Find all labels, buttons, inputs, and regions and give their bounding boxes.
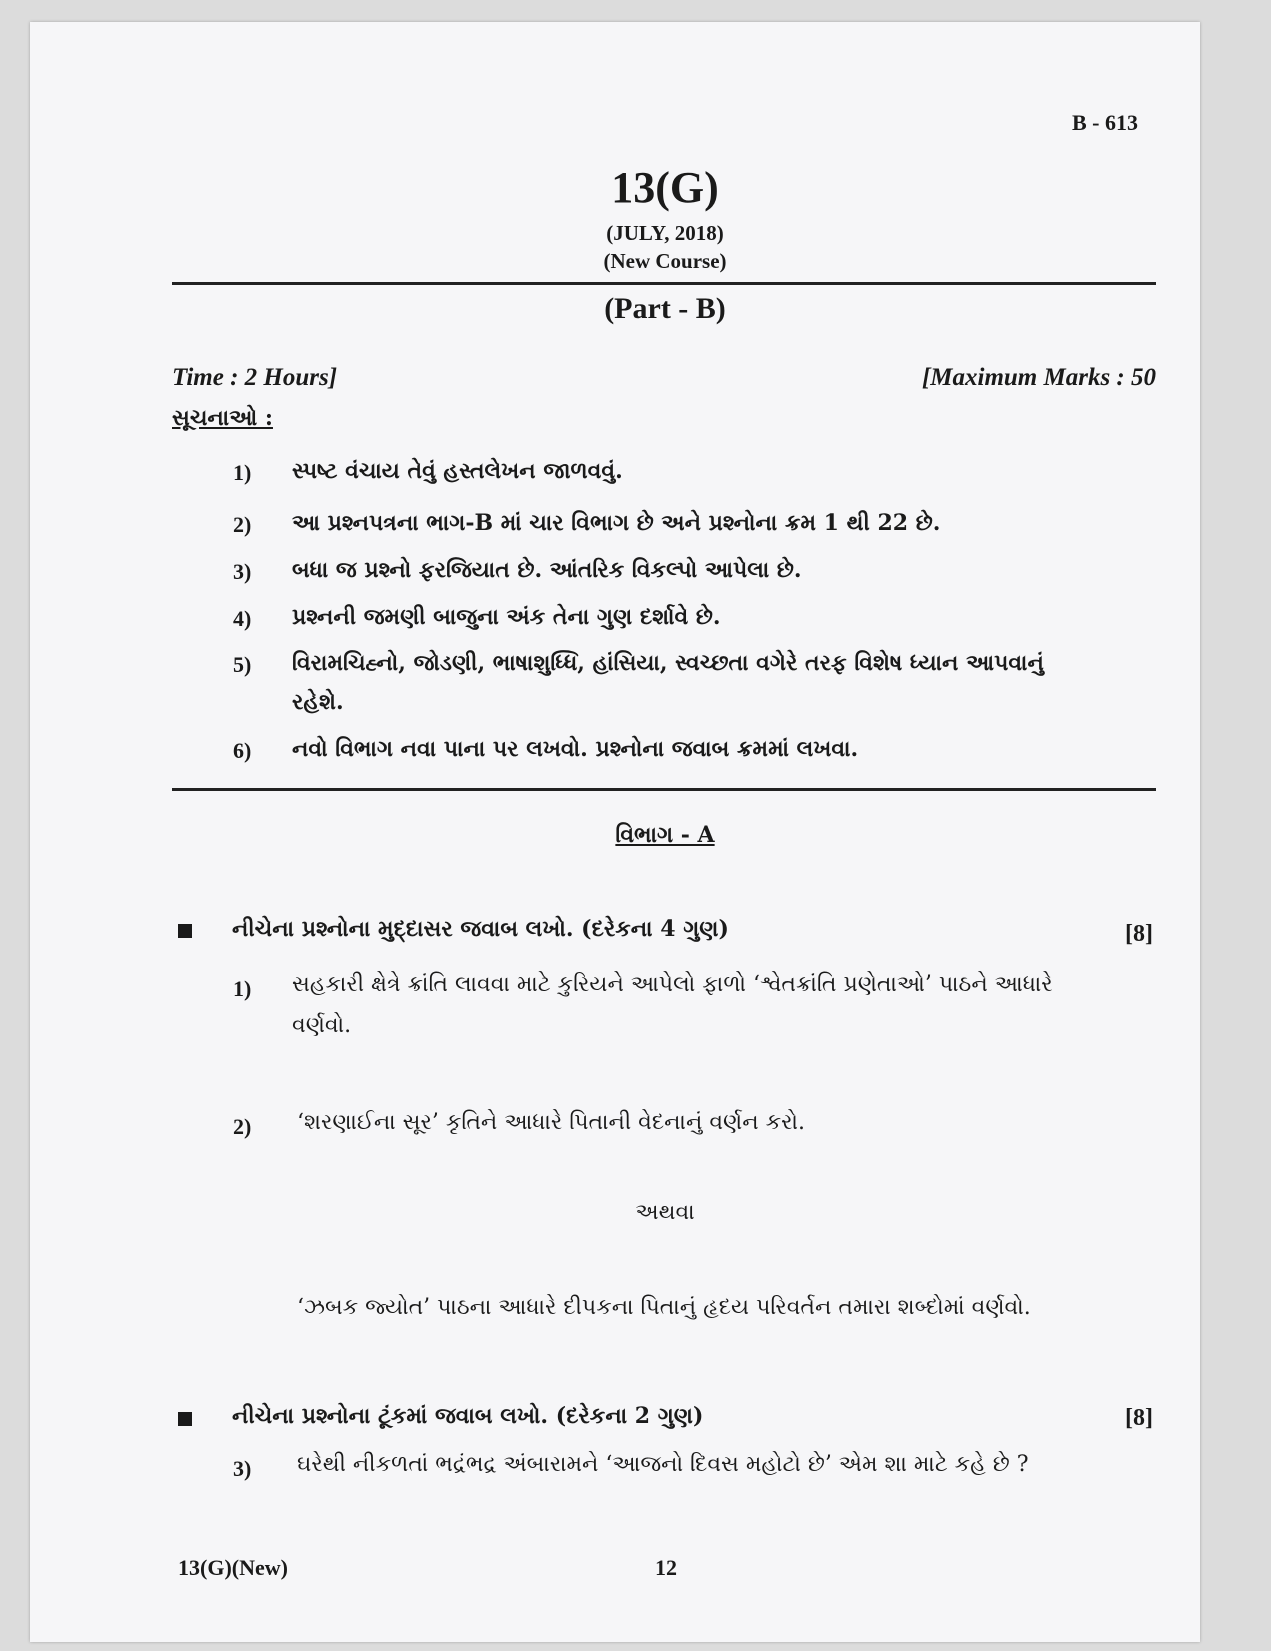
- question-text-continued: વર્ણવો.: [292, 1013, 352, 1038]
- instructions-divider: [172, 788, 1156, 791]
- square-bullet-icon: [178, 924, 192, 938]
- footer-paper-code: 13(G)(New): [178, 1555, 288, 1580]
- paper-title: 13(G): [611, 163, 719, 212]
- instructions-heading: સૂચનાઓ :: [172, 405, 273, 431]
- marks-label: [8]: [1125, 1405, 1153, 1431]
- exam-session: (JULY, 2018): [606, 221, 724, 245]
- instruction-number: 2): [233, 512, 252, 537]
- time-label: Time : 2 Hours]: [172, 364, 338, 391]
- instruction-text: બધા જ પ્રશ્નો ફરજિયાત છે. આંતરિક વિકલ્પો આપેલા છે.: [292, 557, 802, 583]
- question-number: 2): [233, 1114, 252, 1139]
- instruction-text: પ્રશ્નની જમણી બાજુના અંક તેના ગુણ દર્શાવે છે.: [292, 604, 721, 630]
- course-label: (New Course): [603, 249, 727, 273]
- question-text: ઘરેથી નીકળતાં ભદ્રંભદ્ર અંબારામને ‘આજનો દિવસ મહોટો છે’ એમ શા માટે કહે છે ?: [297, 1452, 1029, 1477]
- marks-label: [8]: [1125, 921, 1153, 947]
- instruction-number: 5): [233, 652, 252, 677]
- question-text: સહકારી ક્ષેત્રે ક્રાંતિ લાવવા માટે કુરિયને આપેલો ફાળો ‘શ્વેતક્રાંતિ પ્રણેતાઓ’ પાઠને આધારે: [292, 972, 1053, 997]
- instruction-number: 1): [233, 460, 252, 485]
- instruction-number: 6): [233, 738, 252, 763]
- page-number: 12: [655, 1555, 677, 1580]
- question-number: 3): [233, 1456, 252, 1481]
- instruction-text: નવો વિભાગ નવા પાના પર લખવો. પ્રશ્નોના જવાબ ક્રમમાં લખવા.: [292, 736, 859, 762]
- instruction-text: સ્પષ્ટ વંચાય તેવું હસ્તલેખન જાળવવું.: [292, 458, 623, 484]
- square-bullet-icon: [178, 1412, 192, 1426]
- instruction-number: 3): [233, 559, 252, 584]
- instruction-number: 4): [233, 606, 252, 631]
- header-divider: [172, 282, 1156, 285]
- instruction-text: આ પ્રશ્નપત્રના ભાગ-B માં ચાર વિભાગ છે અને પ્રશ્નોના ક્રમ 1 થી 22 છે.: [292, 510, 941, 536]
- question-text: ‘શરણાઈના સૂર’ કૃતિને આધારે પિતાની વેદનાનું વર્ણન કરો.: [297, 1110, 805, 1135]
- instruction-text-continued: રહેશે.: [292, 689, 344, 715]
- question-number: 1): [233, 976, 252, 1001]
- question-instruction: નીચેના પ્રશ્નોના મુદ્દાસર જવાબ લખો. (દરેકના 4 ગુણ): [232, 916, 729, 942]
- question-text-alternative: ‘ઝબક જ્યોત’ પાઠના આધારે દીપકના પિતાનું હૃદય પરિવર્તન તમારા શબ્દોમાં વર્ણવો.: [297, 1295, 1031, 1320]
- part-label: (Part - B): [604, 292, 726, 325]
- paper-code-top: B - 613: [1072, 110, 1138, 135]
- question-instruction: નીચેના પ્રશ્નોના ટૂંકમાં જવાબ લખો. (દરેકના 2 ગુણ): [232, 1403, 704, 1429]
- section-heading: વિભાગ - A: [615, 822, 715, 848]
- max-marks-label: [Maximum Marks : 50: [921, 364, 1156, 391]
- instruction-text: વિરામચિહ્નો, જોડણી, ભાષાશુધ્ધિ, હાંસિયા, સ્વચ્છતા વગેરે તરફ વિશેષ ધ્યાન આપવાનું: [292, 650, 1044, 676]
- or-label: અથવા: [635, 1200, 695, 1225]
